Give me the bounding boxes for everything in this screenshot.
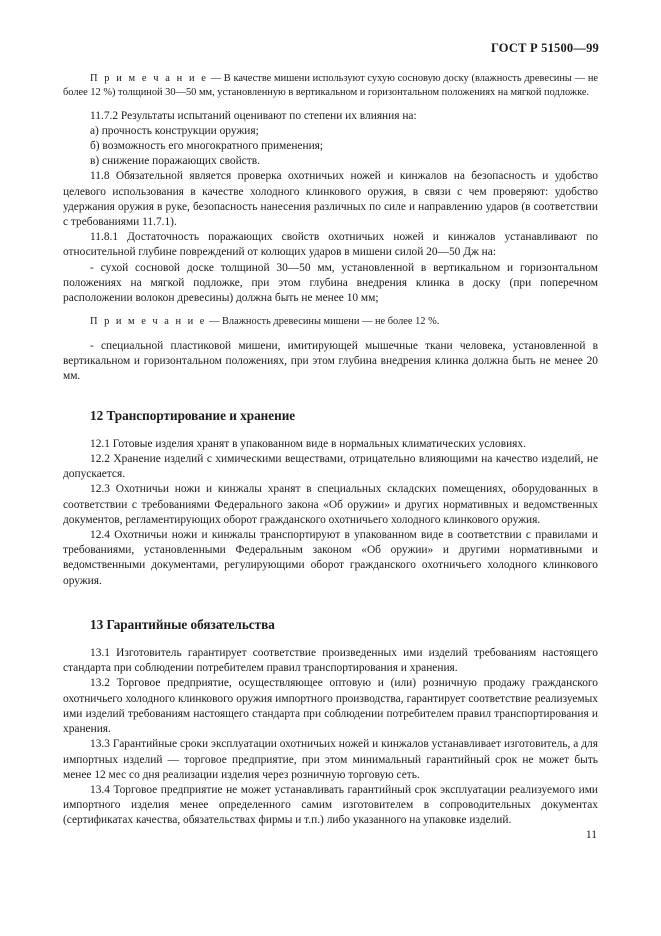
list-item-b: б) возможность его многократного применения; [90, 140, 324, 152]
page-number: 11 [585, 829, 597, 841]
paragraph-12-3: 12.3 Охотничьи ножи и кинжалы хранят в специальных складских помещениях, оборудованных в соответствии с требованиями Федерального закона «Об оружии» и других нормативных и ведомственных документов, регламентирующих оборот гражданского охотничьего холодного клинкового оружия. [63, 483, 598, 526]
paragraph-13-4: 13.4 Торговое предприятие не может устанавливать гарантийный срок эксплуатации реализуемого ими импортного изделия менее определенного самим изготовителем в сопроводительных документах (сертификатах качества, обязательствах фирмы и т.п.) либо указанного на упаковке изделий. [63, 783, 598, 827]
section-heading-12: 12 Транспортирование и хранение [90, 407, 296, 423]
note-paragraph [63, 72, 598, 100]
standard-designation: ГОСТ Р 51500—99 [490, 41, 599, 55]
paragraph-11-8-1: 11.8.1 Достаточность поражающих свойств охотничьих ножей и кинжалов устанавливают по относительной глубине повреждений от колющих ударов в мишени силой 20—50 Дж на: [63, 231, 598, 259]
paragraph-12-2: 12.2 Хранение изделий с химическими веществами, отрицательно влияющими на качество изделий, не допускается. [63, 453, 598, 481]
note-paragraph [63, 315, 598, 329]
page-body [63, 72, 598, 829]
note-label: П р и м е ч а н и е [90, 316, 207, 328]
paragraph-11-7-2: 11.7.2 Результаты испытаний оценивают по степени их влияния на: [90, 109, 417, 122]
note-text: — Влажность древесины мишени — не более 12 %. [206, 316, 440, 328]
paragraph-11-8: 11.8 Обязательной является проверка охотничьих ножей и кинжалов на безопасность и удобство целевого использования в качестве холодного клинкового оружия, в связи с чем проверяют: удобство удержания оружия в руке, безопасность нанесения различных по силе и направлению ударов (в соответствии с требованиями 11.7.1). [63, 170, 598, 229]
paragraph-12-4: 12.4 Охотничьи ножи и кинжалы транспортируют в упакованном виде в соответствии с правилами и требованиями, установленными Федеральным законом «Об оружии» и другими нормативными и ведомственными документами, регулирующими оборот гражданского охотничьего холодного клинкового оружия. [63, 529, 598, 587]
paragraph-13-3: 13.3 Гарантийные сроки эксплуатации охотничьих ножей и кинжалов устанавливает изготовитель, а для импортных изделий — торговое предприятие, при этом минимальный гарантийный срок не может быть менее 12 мес со дня реализации изделия через розничную торговую сеть. [63, 738, 598, 781]
paragraph-12-1: 12.1 Готовые изделия хранят в упакованном виде в нормальных климатических условиях. [90, 437, 526, 450]
dash-item-plastic: - специальной пластиковой мишени, имитирующей мышечные ткани человека, установленной в вертикальном и горизонтальном положениях, при этом глубина внедрения клинка должна быть не менее 20 мм. [63, 340, 598, 383]
paragraph-13-1: 13.1 Изготовитель гарантирует соответствие произведенных ими изделий требованиям настоящего стандарта при соблюдении потребителем правил транспортирования и хранения. [63, 647, 598, 675]
list-item-c: в) снижение поражающих свойств. [90, 155, 260, 168]
dash-item-board: - сухой сосновой доске толщиной 30—50 мм, установленной в вертикальном и горизонтальном положениях на мягкой подложке, при этом глубина внедрения клинка в доску (при поперечном расположении волокон древесины) должна быть не менее 10 мм; [63, 261, 598, 305]
note-text: — В качестве мишени используют сухую сосновую доску (влажность древесины — не более 12 %) толщиной 30—50 мм, установленную в вертикальном и горизонтальном положениях на мягкой подложке. [63, 73, 598, 98]
list-item-a: а) прочность конструкции оружия; [90, 124, 259, 137]
note-label: П р и м е ч а н и е [90, 73, 208, 84]
paragraph-13-2: 13.2 Торговое предприятие, осуществляющее оптовую и (или) розничную продажу гражданского охотничьего холодного клинкового оружия импортного производства, гарантирует соответствие реализуемых ими изделий требованиям настоящего стандарта при соблюдении потребителем правил транспортирования и хранения. [63, 677, 598, 736]
section-heading-13: 13 Гарантийные обязательства [90, 616, 275, 632]
